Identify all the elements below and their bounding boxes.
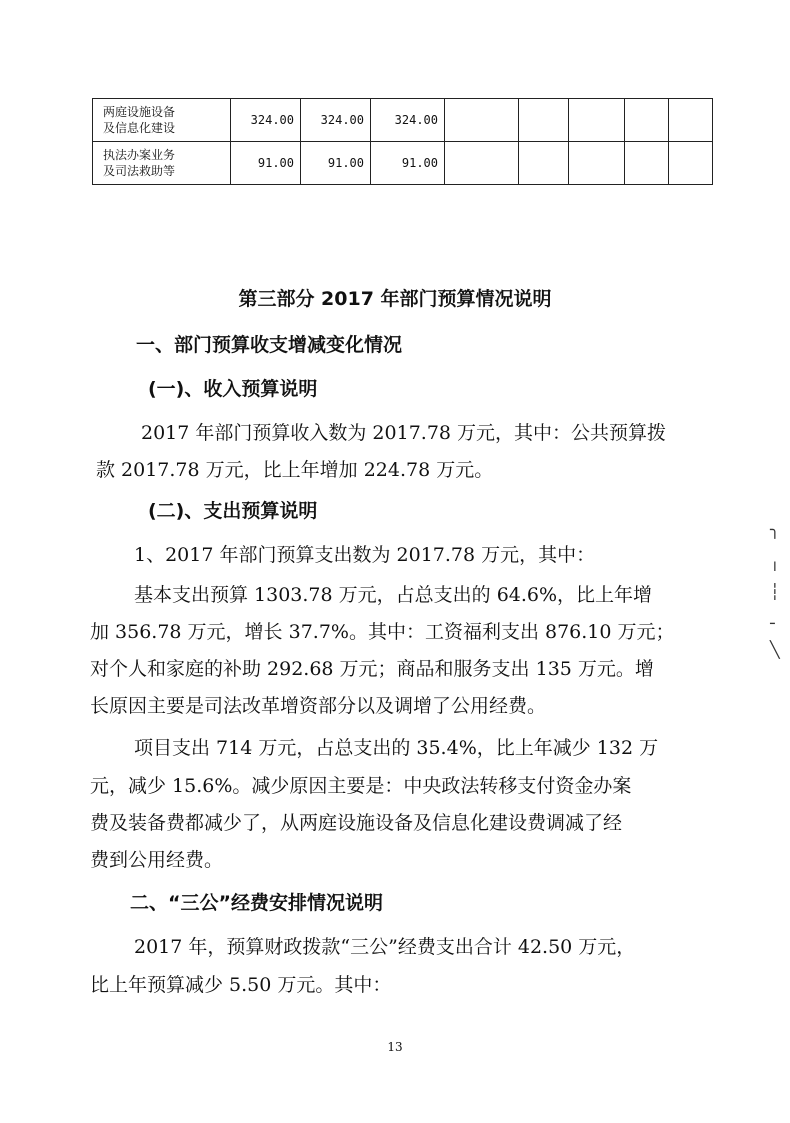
table-cell-name: 两庭设施设备 及信息化建设 (93, 99, 231, 142)
heading-expense: (二)、支出预算说明 (148, 500, 318, 522)
table-cell: 91.00 (301, 142, 371, 185)
basic-line-3: 对个人和家庭的补助 292.68 万元；商品和服务支出 135 万元。增 (90, 658, 654, 680)
income-line-2: 款 2017.78 万元，比上年增加 224.78 万元。 (96, 459, 494, 481)
basic-line-1: 基本支出预算 1303.78 万元，占总支出的 64.6%，比上年增 (134, 584, 653, 606)
heading-part-two: 二、“三公”经费安排情况说明 (130, 892, 383, 914)
income-line-1: 2017 年部门预算收入数为 2017.78 万元，其中：公共预算拨 (141, 422, 667, 444)
edge-mark: ╮ (770, 520, 780, 539)
project-line-4: 费到公用经费。 (90, 849, 224, 871)
table-cell-empty (625, 99, 669, 142)
table-cell: 324.00 (371, 99, 445, 142)
table-cell-empty (445, 99, 519, 142)
table-cell-empty (625, 142, 669, 185)
edge-mark: ╲ (770, 640, 780, 659)
project-line-3: 费及装备费都减少了，从两庭设施设备及信息化建设费调减了经 (90, 812, 623, 834)
table-cell-empty (519, 99, 569, 142)
table-cell-empty (669, 142, 713, 185)
table-cell: 91.00 (371, 142, 445, 185)
heading-part-one: 一、部门预算收支增减变化情况 (136, 334, 403, 356)
table-cell-empty (445, 142, 519, 185)
expense-line-1: 1、2017 年部门预算支出数为 2017.78 万元，其中： (134, 544, 596, 566)
edge-mark: ╴ (770, 614, 780, 633)
table-cell-empty (569, 142, 625, 185)
project-line-2: 元，减少 15.6%。减少原因主要是：中央政法转移支付资金办案 (90, 775, 632, 797)
table-cell-empty (669, 99, 713, 142)
three-line-2: 比上年预算减少 5.50 万元。其中： (90, 974, 392, 996)
table-cell: 324.00 (231, 99, 301, 142)
three-line-1: 2017 年，预算财政拨款“三公”经费支出合计 42.50 万元， (134, 936, 636, 958)
project-line-1: 项目支出 714 万元，占总支出的 35.4%，比上年减少 132 万 (134, 737, 659, 759)
table-cell-empty (569, 99, 625, 142)
table-row (93, 99, 713, 142)
table-cell: 324.00 (301, 99, 371, 142)
table-cell: 91.00 (231, 142, 301, 185)
table-cell-name: 执法办案业务 及司法救助等 (93, 142, 231, 185)
edge-mark: ┆ (770, 582, 780, 601)
table-cell-empty (519, 142, 569, 185)
basic-line-4: 长原因主要是司法改革增资部分以及调增了公用经费。 (90, 695, 547, 717)
table-row (93, 142, 713, 185)
edge-mark: ╷ (770, 552, 780, 571)
section-title: 第三部分 2017 年部门预算情况说明 (238, 288, 552, 310)
heading-income: (一)、收入预算说明 (148, 378, 318, 400)
page-number: 13 (387, 1040, 403, 1054)
budget-table (92, 98, 713, 185)
basic-line-2: 加 356.78 万元，增长 37.7%。其中：工资福利支出 876.10 万元； (90, 621, 675, 643)
